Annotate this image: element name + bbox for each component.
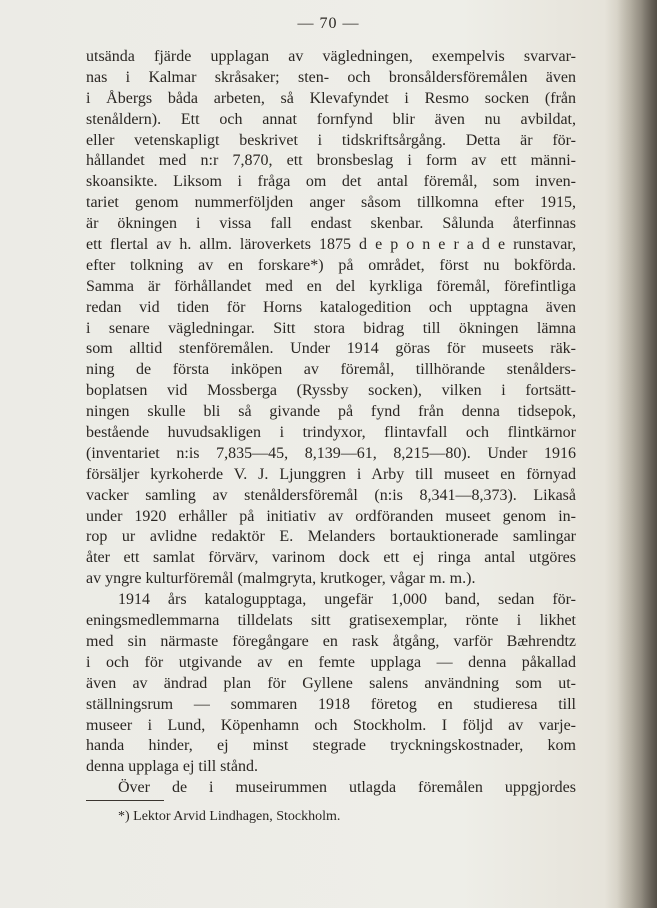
footnote-rule <box>86 800 164 801</box>
text-line: ning de första inköpen av föremål, tillhörande stenålders- <box>86 361 576 379</box>
text-line: vacker samling av stenåldersföremål (n:is 8,341—8,373). Likaså <box>86 486 576 504</box>
text-line: ett flertal av h. allm. läroverkets 1875 d e p o n e r a d e runstavar, <box>86 236 576 254</box>
text-line: med sin närmaste föregångare en rask åtgång, varför Bæhrendtz <box>86 632 576 650</box>
text-line: försäljer kyrkoherde V. J. Ljunggren i Arby till museet en förnyad <box>86 465 576 483</box>
text-line: i senare vägledningar. Sitt stora bidrag till ökningen lämna <box>86 319 576 337</box>
text-line: hållandet med n:r 7,870, ett bronsbeslag i form av ett männi- <box>86 152 576 170</box>
text-line: 1914 års katalogupptaga, ungefär 1,000 band, sedan för- <box>118 591 576 609</box>
text-line: eningsmedlemmarna tilldelats sitt gratisexemplar, rönte i likhet <box>86 612 576 630</box>
text-line: nas i Kalmar skråsaker; sten- och bronsåldersföremålen även <box>86 68 576 86</box>
text-line: under 1920 erhåller på initiativ av ordföranden museet genom in- <box>86 507 576 525</box>
text-line: rop ur avlidne redaktör E. Melanders bortauktionerade samlingar <box>86 528 576 546</box>
text-line: av yngre kulturföremål (malmgryta, krutkoger, vågar m. m.). <box>86 570 476 588</box>
text-line: tariet genom nummerföljden anger såsom tillkomna efter 1915, <box>86 194 576 212</box>
text-line: stenåldern). Ett och annat fornfynd blir även nu avbildat, <box>86 110 576 128</box>
spine-shadow <box>617 0 657 908</box>
text-line: Över de i museirummen utlagda föremålen uppgjordes <box>118 779 576 797</box>
body-text <box>86 47 576 799</box>
text-line: efter tolkning av en forskare*) på området, först nu bokförda. <box>86 256 576 274</box>
text-line: handa hinder, ej minst stegrade tryckningskostnader, kom <box>86 737 576 755</box>
text-line: bestående huvudsakligen i trindyxor, flintavfall och flintkärnor <box>86 424 576 442</box>
text-line: denna upplaga ej till stånd. <box>86 758 258 776</box>
text-line: åter ett samlat förvärv, varinom dock ett ej ringa antal utgöres <box>86 549 576 567</box>
footnote: *) Lektor Arvid Lindhagen, Stockholm. <box>118 809 341 824</box>
text-line: Samma är förhållandet med en del kyrkliga föremål, förefintliga <box>86 277 576 295</box>
text-line: (inventariet n:is 7,835—45, 8,139—61, 8,215—80). Under 1916 <box>86 444 576 462</box>
text-line: museer i Lund, Köpenhamn och Stockholm. I följd av varje- <box>86 716 576 734</box>
text-line: utsända fjärde upplagan av vägledningen, exempelvis svarvar- <box>86 48 576 65</box>
page-number: — 70 — <box>297 15 360 32</box>
text-line: i och för utgivande av en femte upplaga — denna påkallad <box>86 653 576 671</box>
text-line: boplatsen vid Mossberga (Ryssby socken), vilken i fortsätt- <box>86 382 576 400</box>
text-line: eller vetenskapligt beskrivet i tidskriftsårgång. Detta är för- <box>86 131 576 149</box>
text-line: är ökningen i vissa fall endast skenbar. Sålunda återfinnas <box>86 215 576 233</box>
text-line: ställningsrum — sommaren 1918 företog en studieresa till <box>86 695 576 713</box>
text-line: ningen skulle bli så givande på fynd från denna tidsepok, <box>86 403 576 421</box>
text-line: även av ändrad plan för Gyllene salens användning som ut- <box>86 674 576 692</box>
text-line: i Åbergs båda arbeten, så Klevafyndet i Resmo socken (från <box>86 89 576 107</box>
text-line: skoansikte. Liksom i fråga om det antal föremål, som inven- <box>86 173 576 191</box>
text-line: som alltid stenföremålen. Under 1914 göras för museets räk- <box>86 340 576 358</box>
text-line: redan vid tiden för Horns katalogedition och upptagna även <box>86 298 576 316</box>
